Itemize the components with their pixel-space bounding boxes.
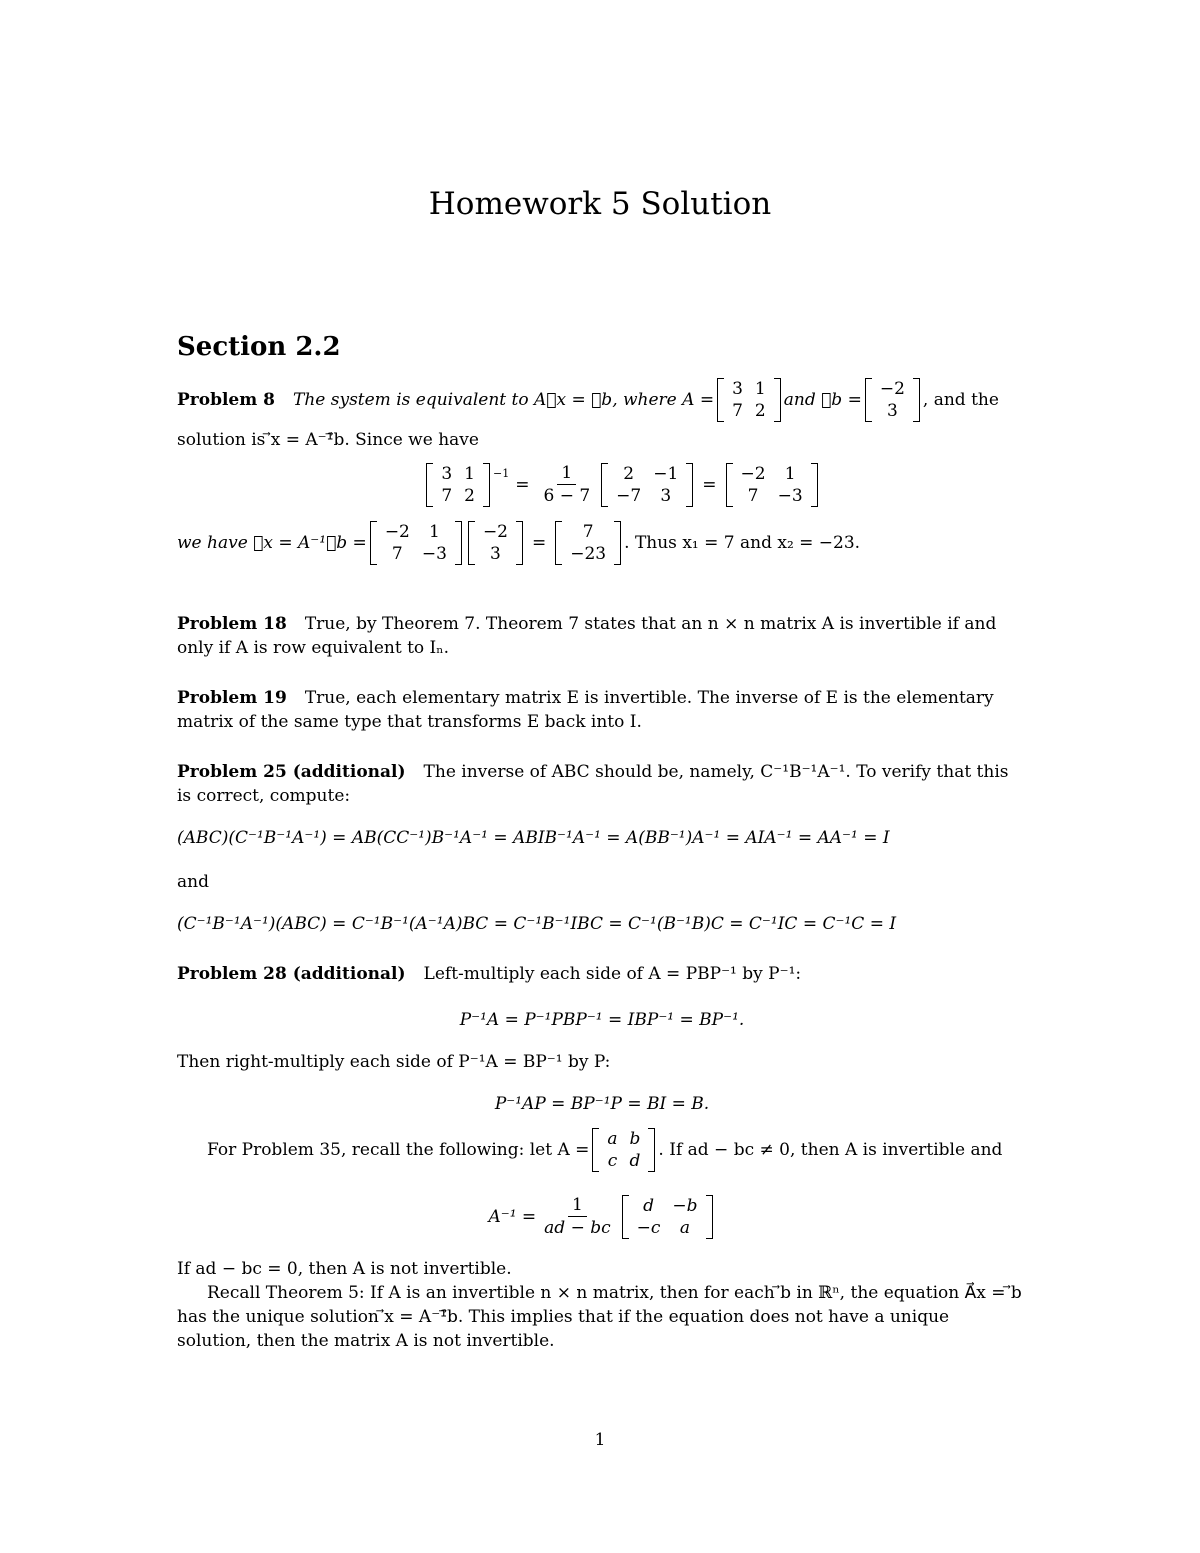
problem-28-text: Left-multiply each side of A = PBP⁻¹ by P⁻¹: <box>423 964 802 984</box>
problem-28-label: Problem 28 (additional) <box>177 964 406 984</box>
inverse-formula: A⁻¹ = $\frac{1}{ad - bc}$ d −b −c a <box>177 1194 1027 1239</box>
problem-28-equation-2: P⁻¹AP = BP⁻¹P = BI = B. <box>494 1094 710 1114</box>
problem-28-text-2: Then right-multiply each side of P⁻¹A = BP⁻¹ by P: <box>177 1052 611 1072</box>
inverse-matrix-2: −2 1 7 −3 <box>370 521 462 565</box>
problem-18-label: Problem 18 <box>177 614 287 634</box>
problem-8 <box>177 378 1027 565</box>
problem-25-and: and <box>177 872 209 892</box>
adjugate-matrix: 2 −1 −7 3 <box>601 463 693 507</box>
matrix-a-inverse: 3 1 7 2 <box>426 463 490 507</box>
problem-35-text-2: . If ad − bc ≠ 0, then A is invertible and <box>658 1140 1003 1160</box>
problem-35-text-3: If ad − bc = 0, then A is not invertible. <box>177 1259 512 1279</box>
problem-19-text: True, each elementary matrix E is invertible. The inverse of E is the elementary matrix of the same type that transforms E back into I. <box>177 688 994 732</box>
inverse-result: −2 1 7 −3 <box>726 463 818 507</box>
problem-19 <box>177 686 1027 734</box>
matrix-a: 3 1 7 2 <box>717 378 781 422</box>
vector-b: −2 3 <box>865 378 920 422</box>
solution-vector: 7 −23 <box>555 521 621 565</box>
problem-25 <box>177 760 1027 808</box>
solution-line: we have ⃗x = A⁻¹⃗b = −2 1 7 −3 −2 3 = 7 −23 . Thus x₁ = 7 and x₂ = −23. <box>177 522 861 564</box>
problem-8-and: and ⃗b = <box>783 390 862 410</box>
problem-8-line-2: solution is ⃗x = A⁻¹⃗b. Since we have <box>177 430 479 450</box>
problem-35-recall <box>177 1128 1027 1353</box>
problem-8-text: The system is equivalent to A⃗x = ⃗b, where A = <box>292 390 715 410</box>
problem-28-equation-1: P⁻¹A = P⁻¹PBP⁻¹ = IBP⁻¹ = BP⁻¹. <box>459 1010 745 1030</box>
problem-25-text: The inverse of ABC should be, namely, C⁻¹B⁻¹A⁻¹. To verify that this is correct, compute: <box>177 762 1009 806</box>
problem-35-text: For Problem 35, recall the following: let A = <box>207 1140 590 1160</box>
problem-19-label: Problem 19 <box>177 688 287 708</box>
problem-25-label: Problem 25 (additional) <box>177 762 406 782</box>
problem-25-equation-1: (ABC)(C⁻¹B⁻¹A⁻¹) = AB(CC⁻¹)B⁻¹A⁻¹ = ABIB⁻¹A⁻¹ = A(BB⁻¹)A⁻¹ = AIA⁻¹ = AA⁻¹ = I <box>177 828 890 848</box>
problem-8-text-2: , and the <box>922 390 999 410</box>
problem-28 <box>177 962 1027 986</box>
vector-b-2: −2 3 <box>468 521 523 565</box>
theorem-5-text: Recall Theorem 5: If A is an invertible n × n matrix, then for each ⃗b in ℝⁿ, the equation A⃗x = ⃗b has the unique solution ⃗x = A⁻¹⃗b. This implies that if the equation does not have a unique solution, then the matrix A is not invertible. <box>177 1283 1022 1351</box>
matrix-abcd: a b c d <box>592 1128 655 1172</box>
problem-25-equation-2: (C⁻¹B⁻¹A⁻¹)(ABC) = C⁻¹B⁻¹(A⁻¹A)BC = C⁻¹B⁻¹IBC = C⁻¹(B⁻¹B)C = C⁻¹IC = C⁻¹C = I <box>177 914 897 934</box>
page-title: Homework 5 Solution <box>428 186 772 222</box>
page-number: 1 <box>594 1430 606 1450</box>
problem-18 <box>177 612 1027 660</box>
inverse-equation: 3 1 7 2 $^{-1}$ = $\frac{1}{6 - 7}$ 2 −1 −7 3 = −2 1 7 −3 <box>217 462 1027 507</box>
section-heading: Section 2.2 <box>177 332 341 362</box>
fraction: $\frac{1}{6 - 7}$ <box>543 463 591 506</box>
adjugate-abcd: d −b −c a <box>622 1195 713 1239</box>
problem-8-label: Problem 8 <box>177 390 275 410</box>
problem-18-text: True, by Theorem 7. Theorem 7 states that an n × n matrix A is invertible if and only if A is row equivalent to Iₙ. <box>177 614 997 658</box>
